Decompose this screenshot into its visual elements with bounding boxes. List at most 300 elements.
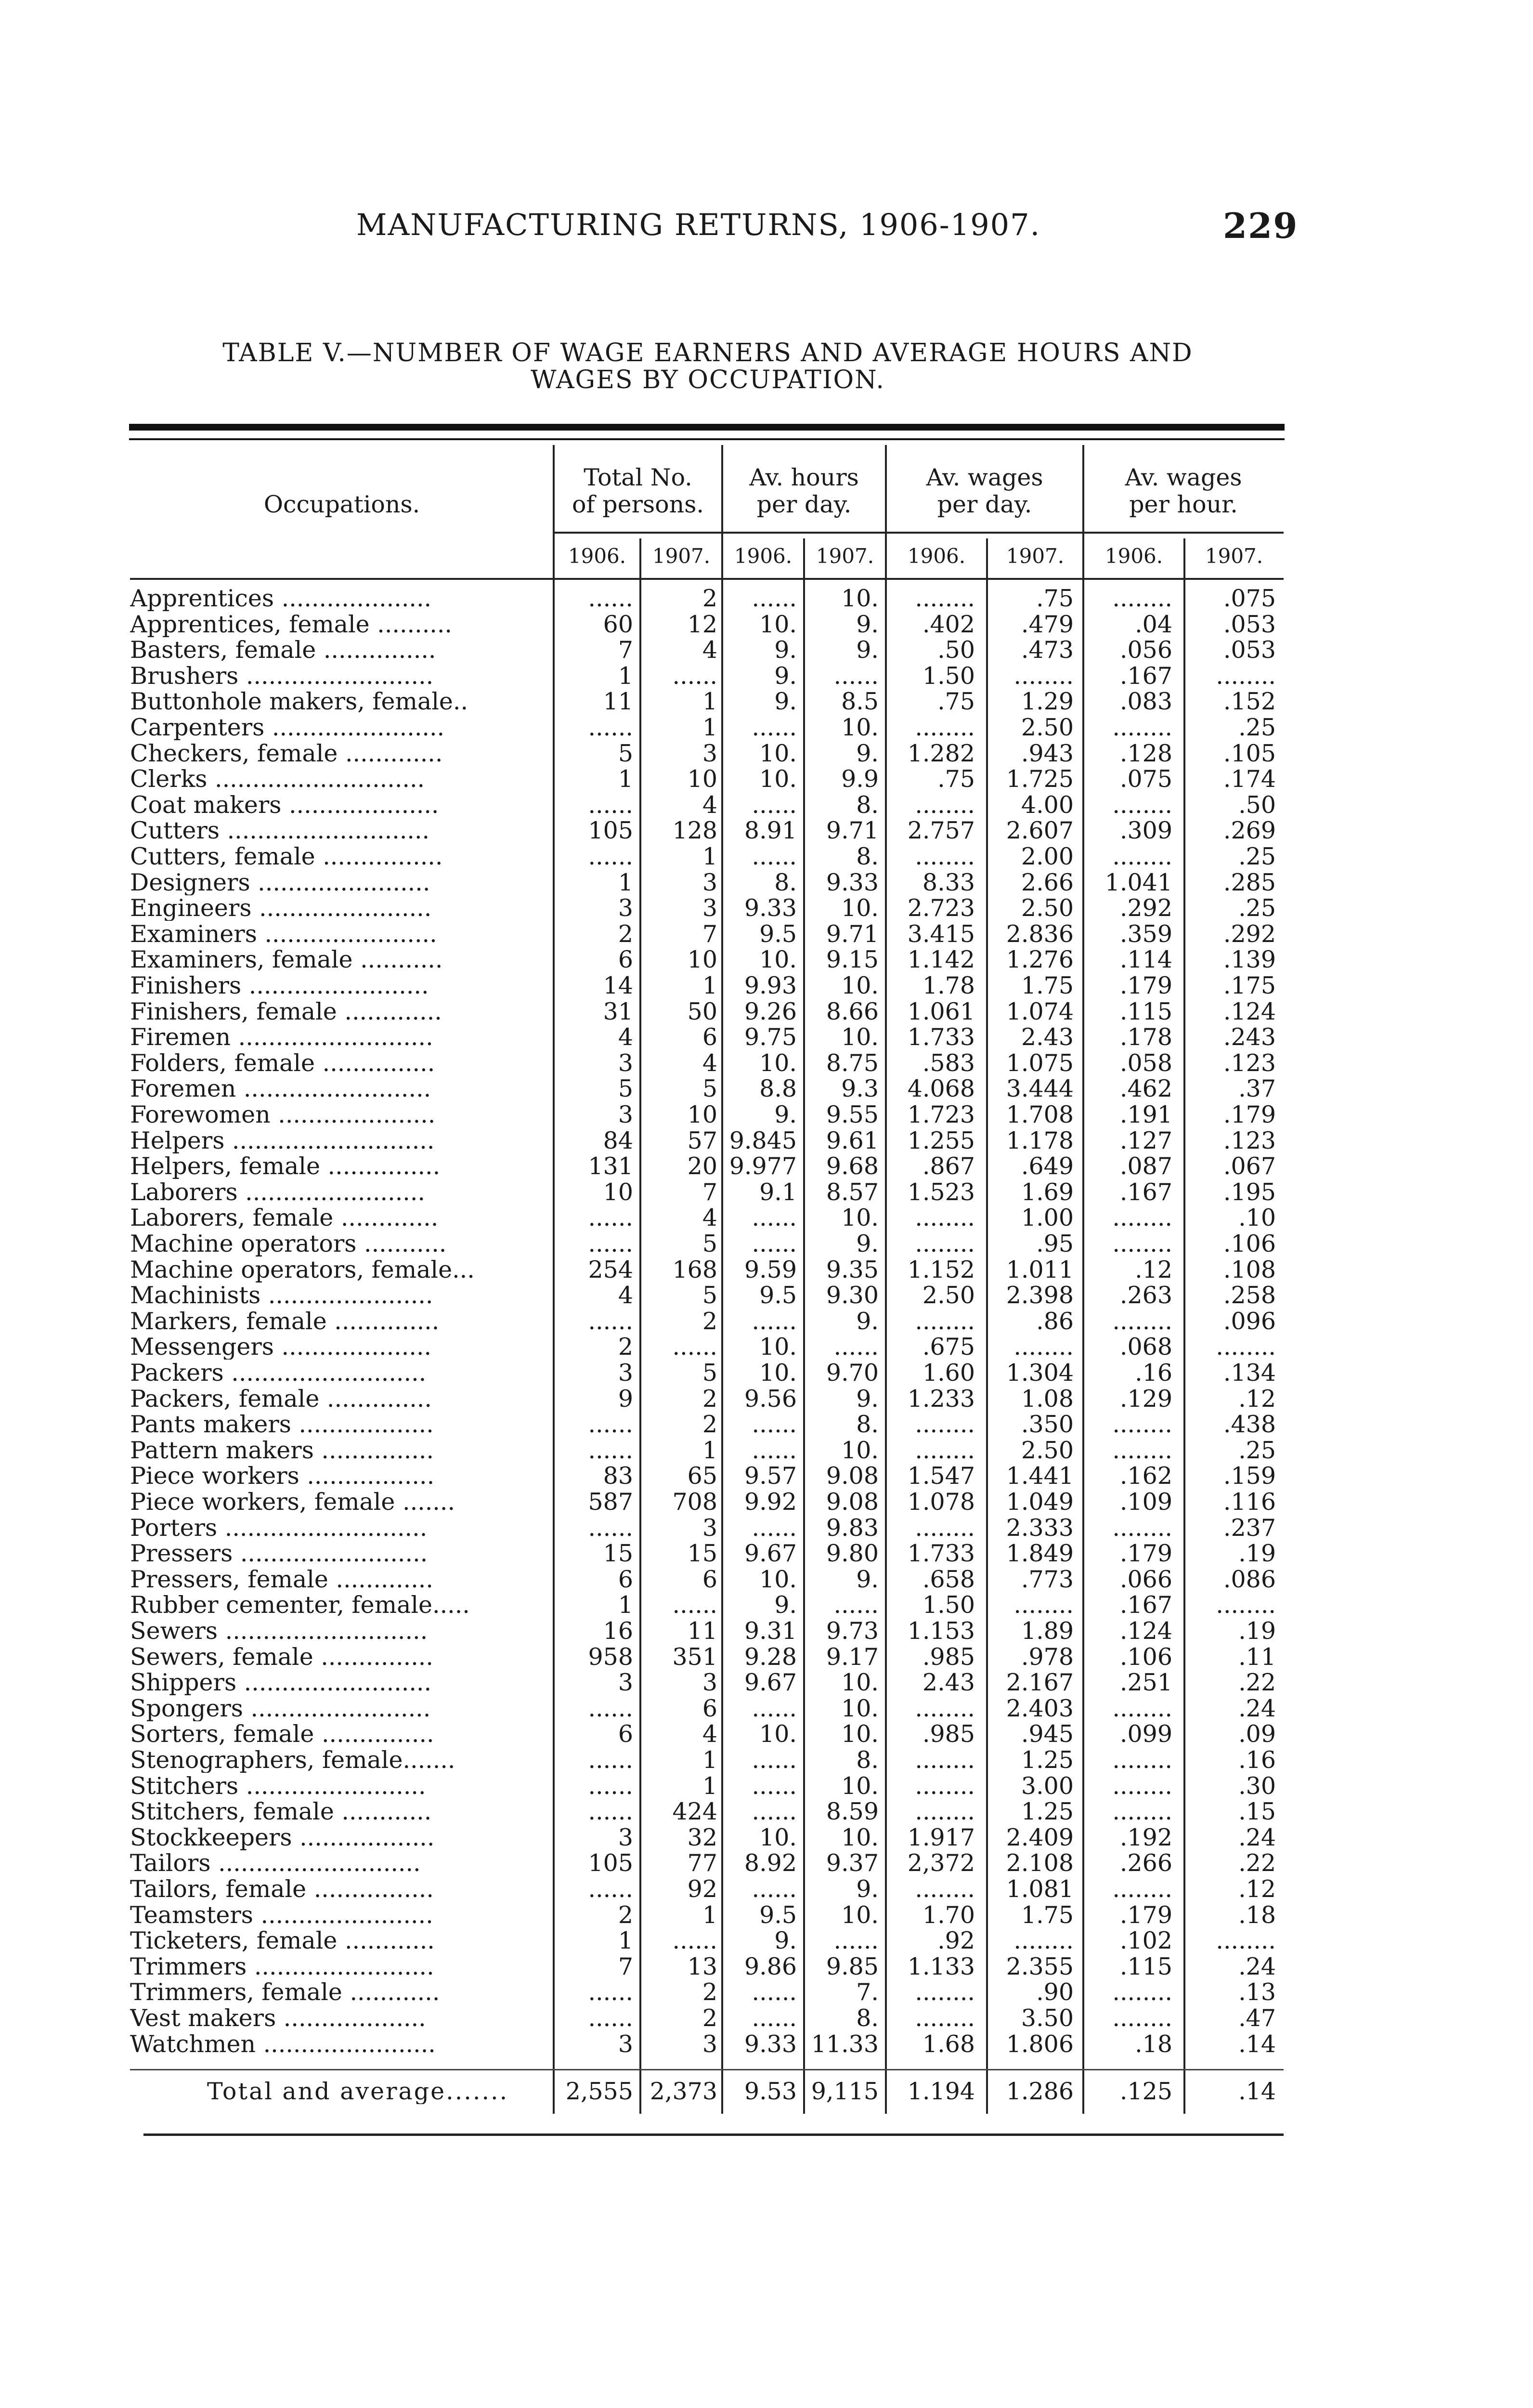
cell-w06: 1.60 xyxy=(922,1359,975,1387)
table-row xyxy=(130,1773,1284,1799)
cell-h07: ...... xyxy=(833,1591,879,1619)
cell-p07: 3 xyxy=(702,739,717,767)
total-label: Total and average....... xyxy=(207,2079,509,2104)
cell-h06: 10. xyxy=(759,610,797,638)
table-row xyxy=(130,741,1284,766)
cell-h07: 10. xyxy=(841,894,879,922)
cell-w07: 1.725 xyxy=(1006,765,1074,793)
cell-w06: 2.50 xyxy=(922,1282,975,1309)
cell-h06: 9.57 xyxy=(744,1462,797,1490)
top-rule-thin xyxy=(129,438,1285,440)
cell-w07: 1.304 xyxy=(1006,1359,1074,1387)
table-row xyxy=(130,1412,1284,1437)
cell-p06: ...... xyxy=(588,1436,633,1464)
occupation-cell: Folders, female ............... xyxy=(130,1050,435,1076)
cell-r06: .359 xyxy=(1119,920,1172,948)
table-row xyxy=(130,637,1284,663)
occupation-cell: Stenographers, female....... xyxy=(130,1747,455,1773)
cell-w07: 1.75 xyxy=(1021,972,1074,999)
header-wages-hour-line1: Av. wages xyxy=(1125,464,1242,491)
occupation-cell: Trimmers, female ............ xyxy=(130,1979,440,2005)
running-title: MANUFACTURING RETURNS, 1906-1907. xyxy=(356,207,1041,242)
cell-w07: 1.25 xyxy=(1021,1798,1074,1826)
year-hours-1906: 1906. xyxy=(734,544,792,568)
table-row xyxy=(130,766,1284,792)
cell-r07: .19 xyxy=(1238,1540,1276,1568)
cell-r06: .309 xyxy=(1119,817,1172,845)
cell-p06: 2 xyxy=(618,1333,633,1361)
header-total-persons-line1: Total No. xyxy=(584,464,692,491)
cell-p07: 4 xyxy=(702,636,717,664)
cell-r07: .195 xyxy=(1223,1178,1276,1206)
cell-p07: 6 xyxy=(702,1694,717,1722)
cell-h07: 9. xyxy=(856,1385,879,1413)
cell-p07: 3 xyxy=(702,894,717,922)
cell-r06: .106 xyxy=(1119,1643,1172,1671)
cell-h07: 9.73 xyxy=(826,1617,879,1645)
cell-r06: .127 xyxy=(1119,1126,1172,1154)
cell-h07: 8. xyxy=(856,843,879,870)
cell-r07: .24 xyxy=(1238,1823,1276,1851)
cell-p06: 3 xyxy=(618,1823,633,1851)
cell-h07: 8.75 xyxy=(826,1049,879,1077)
table-row xyxy=(130,1850,1284,1876)
cell-p06: 16 xyxy=(603,1617,633,1645)
cell-w07: 2.398 xyxy=(1006,1282,1074,1309)
cell-w06: ........ xyxy=(915,1307,975,1335)
cell-w07: 1.806 xyxy=(1006,2030,1074,2058)
year-wages-day-1906: 1906. xyxy=(907,544,966,568)
cell-w06: 1.733 xyxy=(907,1023,975,1051)
cell-p07: ...... xyxy=(672,1591,717,1619)
cell-w07: ........ xyxy=(1013,1927,1074,1955)
table-row xyxy=(130,1205,1284,1230)
cell-p07: 32 xyxy=(687,1823,717,1851)
cell-h06: 9. xyxy=(774,636,797,664)
cell-h06: 9. xyxy=(774,1927,797,1955)
cell-w07: 1.00 xyxy=(1021,1204,1074,1232)
cell-r07: .292 xyxy=(1223,920,1276,948)
cell-w06: .985 xyxy=(922,1720,975,1748)
header-wages-day-line2: per day. xyxy=(937,491,1032,518)
table-row xyxy=(130,1721,1284,1747)
cell-h06: ...... xyxy=(752,1411,797,1439)
cell-r06: .128 xyxy=(1119,739,1172,767)
cell-h07: 8.66 xyxy=(826,997,879,1025)
top-rule-thick xyxy=(129,424,1285,431)
cell-w07: 2.607 xyxy=(1006,817,1074,845)
cell-r07: .105 xyxy=(1223,739,1276,767)
cell-w07: 2.50 xyxy=(1021,714,1074,741)
cell-p07: 3 xyxy=(702,1669,717,1697)
cell-w07: 1.178 xyxy=(1006,1126,1074,1154)
cell-p06: ...... xyxy=(588,1694,633,1722)
cell-r06: ........ xyxy=(1112,1204,1172,1232)
cell-w07: 4.00 xyxy=(1021,791,1074,819)
occupation-cell: Pattern makers ............... xyxy=(130,1437,434,1463)
cell-w06: 1.255 xyxy=(907,1126,975,1154)
cell-r07: .10 xyxy=(1238,1204,1276,1232)
cell-h06: ...... xyxy=(752,1746,797,1774)
cell-p06: 5 xyxy=(618,1075,633,1103)
cell-p07: 708 xyxy=(672,1488,717,1516)
occupation-cell: Carpenters ....................... xyxy=(130,715,445,740)
cell-h07: 9.80 xyxy=(826,1540,879,1568)
occupation-cell: Piece workers ................. xyxy=(130,1463,435,1489)
occupation-cell: Clerks ............................ xyxy=(130,766,425,792)
cell-r06: ........ xyxy=(1112,791,1172,819)
cell-w07: 3.00 xyxy=(1021,1772,1074,1800)
cell-w06: ........ xyxy=(915,1746,975,1774)
cell-w06: 2,372 xyxy=(907,1849,975,1877)
cell-h06: 8.8 xyxy=(759,1075,797,1103)
cell-r07: .438 xyxy=(1223,1411,1276,1439)
cell-p07: 1 xyxy=(702,1746,717,1774)
cell-p07: 5 xyxy=(702,1230,717,1257)
table-row xyxy=(130,1747,1284,1773)
occupation-cell: Watchmen ....................... xyxy=(130,2031,436,2057)
cell-p07: 4 xyxy=(702,1204,717,1232)
cell-r06: .192 xyxy=(1119,1823,1172,1851)
cell-p06: ...... xyxy=(588,585,633,612)
cell-w06: ........ xyxy=(915,1411,975,1439)
cell-h07: 10. xyxy=(841,1823,879,1851)
cell-p07: 10 xyxy=(687,1101,717,1128)
occupation-cell: Brushers ......................... xyxy=(130,663,434,689)
cell-r06: .167 xyxy=(1119,1591,1172,1619)
occupation-cell: Markers, female .............. xyxy=(130,1308,440,1334)
cell-r07: .25 xyxy=(1238,843,1276,870)
cell-w07: 1.075 xyxy=(1006,1049,1074,1077)
occupation-cell: Apprentices, female .......... xyxy=(130,611,453,637)
cell-r06: .462 xyxy=(1119,1075,1172,1103)
cell-w07: ........ xyxy=(1013,1333,1074,1361)
cell-p06: ...... xyxy=(588,1514,633,1542)
cell-h07: 9.85 xyxy=(826,1952,879,1980)
table-row xyxy=(130,1825,1284,1850)
cell-h07: 10. xyxy=(841,972,879,999)
cell-h07: 9. xyxy=(856,636,879,664)
cell-p06: ...... xyxy=(588,1307,633,1335)
occupation-cell: Tailors, female ................ xyxy=(130,1876,434,1902)
cell-p07: 5 xyxy=(702,1075,717,1103)
cell-h06: 9.33 xyxy=(744,2030,797,2058)
cell-w06: 1.142 xyxy=(907,946,975,974)
cell-w07: 2.409 xyxy=(1006,1823,1074,1851)
cell-p07: 11 xyxy=(687,1617,717,1645)
table-row xyxy=(130,1360,1284,1386)
occupation-cell: Forewomen ..................... xyxy=(130,1102,436,1127)
cell-h07: 9.17 xyxy=(826,1643,879,1671)
cell-r07: .269 xyxy=(1223,817,1276,845)
cell-h06: ...... xyxy=(752,2004,797,2032)
cell-w07: .473 xyxy=(1021,636,1074,664)
table-row xyxy=(130,895,1284,921)
occupation-cell: Examiners, female ........... xyxy=(130,947,443,973)
cell-p07: 1 xyxy=(702,1436,717,1464)
cell-r06: ........ xyxy=(1112,585,1172,612)
occupation-cell: Laborers ........................ xyxy=(130,1179,426,1205)
cell-p06: ...... xyxy=(588,1798,633,1826)
cell-w07: ........ xyxy=(1013,662,1074,690)
cell-h07: 9.3 xyxy=(841,1075,879,1103)
cell-r06: .083 xyxy=(1119,688,1172,716)
cell-p07: 6 xyxy=(702,1023,717,1051)
table-row xyxy=(130,1257,1284,1283)
occupation-cell: Stitchers, female ............ xyxy=(130,1799,432,1825)
cell-w06: ........ xyxy=(915,843,975,870)
cell-w07: 2.50 xyxy=(1021,1436,1074,1464)
cell-h07: 9.83 xyxy=(826,1514,879,1542)
cell-h07: 9.9 xyxy=(841,765,879,793)
cell-w06: ........ xyxy=(915,714,975,741)
cell-w06: 1.133 xyxy=(907,1952,975,1980)
cell-r06: .109 xyxy=(1119,1488,1172,1516)
cell-h07: 9.33 xyxy=(826,868,879,896)
cell-h07: 9.30 xyxy=(826,1282,879,1309)
cell-r07: .243 xyxy=(1223,1023,1276,1051)
occupation-cell: Sorters, female ............... xyxy=(130,1721,434,1747)
cell-w06: .75 xyxy=(937,688,975,716)
cell-p06: ...... xyxy=(588,714,633,741)
header-occupations: Occupations. xyxy=(263,491,420,518)
cell-r07: .134 xyxy=(1223,1359,1276,1387)
cell-w06: 1.282 xyxy=(907,739,975,767)
table-row xyxy=(130,1592,1284,1618)
year-wages-hour-1907: 1907. xyxy=(1205,544,1263,568)
cell-r07: .258 xyxy=(1223,1282,1276,1309)
cell-h07: 10. xyxy=(841,714,879,741)
cell-r07: ........ xyxy=(1216,662,1276,690)
occupation-cell: Teamsters ....................... xyxy=(130,1902,433,1928)
cell-r07: .139 xyxy=(1223,946,1276,974)
cell-w06: .985 xyxy=(922,1643,975,1671)
cell-w07: 1.441 xyxy=(1006,1462,1074,1490)
cell-p06: 9 xyxy=(618,1385,633,1413)
occupation-cell: Engineers ....................... xyxy=(130,895,432,921)
cell-p07: 20 xyxy=(687,1152,717,1180)
table-row xyxy=(130,689,1284,714)
cell-w07: 2.836 xyxy=(1006,920,1074,948)
cell-h06: 9.845 xyxy=(729,1126,797,1154)
cell-h07: 9.70 xyxy=(826,1359,879,1387)
occupation-cell: Sewers ........................... xyxy=(130,1618,428,1644)
cell-h06: 9.5 xyxy=(759,1282,797,1309)
cell-h07: 10. xyxy=(841,1204,879,1232)
cell-p07: 424 xyxy=(672,1798,717,1826)
cell-h07: 9.61 xyxy=(826,1126,879,1154)
header-wages-hour-line2: per hour. xyxy=(1129,491,1238,518)
cell-w07: 1.75 xyxy=(1021,1901,1074,1929)
cell-p06: 2 xyxy=(618,920,633,948)
cell-w06: 1.50 xyxy=(922,662,975,690)
page-number: 229 xyxy=(1223,205,1299,246)
cell-w07: 2.43 xyxy=(1021,1023,1074,1051)
cell-w07: .86 xyxy=(1036,1307,1074,1335)
cell-w06: ........ xyxy=(915,1436,975,1464)
cell-p07: 3 xyxy=(702,868,717,896)
cell-w07: .943 xyxy=(1021,739,1074,767)
cell-r07: .16 xyxy=(1238,1746,1276,1774)
cell-h06: 10. xyxy=(759,1049,797,1077)
cell-w07: .978 xyxy=(1021,1643,1074,1671)
cell-r06: .167 xyxy=(1119,1178,1172,1206)
cell-r07: .22 xyxy=(1238,1849,1276,1877)
cell-w06: ........ xyxy=(915,1875,975,1903)
cell-r07: ........ xyxy=(1216,1591,1276,1619)
cell-r07: .37 xyxy=(1238,1075,1276,1103)
total-r06: .125 xyxy=(1119,2078,1172,2105)
table-row xyxy=(130,1309,1284,1334)
cell-r07: .086 xyxy=(1223,1565,1276,1593)
cell-p06: 3 xyxy=(618,894,633,922)
table-row xyxy=(130,973,1284,998)
cell-r07: .22 xyxy=(1238,1669,1276,1697)
cell-p06: 2 xyxy=(618,1901,633,1929)
cell-w06: 1.523 xyxy=(907,1178,975,1206)
occupation-cell: Sewers, female ............... xyxy=(130,1644,433,1670)
cell-p07: 2 xyxy=(702,1411,717,1439)
cell-p06: 31 xyxy=(603,997,633,1025)
cell-r07: .106 xyxy=(1223,1230,1276,1257)
cell-w06: 8.33 xyxy=(922,868,975,896)
occupation-cell: Finishers, female ............. xyxy=(130,998,442,1024)
cell-w06: .675 xyxy=(922,1333,975,1361)
cell-p06: 958 xyxy=(588,1643,633,1671)
cell-p06: 1 xyxy=(618,1927,633,1955)
cell-w06: 1.917 xyxy=(907,1823,975,1851)
total-h07: 9,115 xyxy=(811,2078,879,2105)
occupation-cell: Cutters ........................... xyxy=(130,818,430,844)
cell-r06: .04 xyxy=(1135,610,1172,638)
cell-p07: 10 xyxy=(687,765,717,793)
cell-r07: .18 xyxy=(1238,1901,1276,1929)
cell-r06: .115 xyxy=(1119,1952,1172,1980)
cell-h06: 9.92 xyxy=(744,1488,797,1516)
cell-w07: .479 xyxy=(1021,610,1074,638)
cell-r07: .096 xyxy=(1223,1307,1276,1335)
cell-h06: ...... xyxy=(752,791,797,819)
cell-h07: 10. xyxy=(841,1023,879,1051)
cell-h06: 10. xyxy=(759,1720,797,1748)
table-row xyxy=(130,1489,1284,1515)
cell-r07: .13 xyxy=(1238,1978,1276,2006)
cell-h07: 10. xyxy=(841,1720,879,1748)
occupation-cell: Coat makers .................... xyxy=(130,792,439,818)
occupation-cell: Stitchers ........................ xyxy=(130,1773,426,1799)
cell-h06: ...... xyxy=(752,1230,797,1257)
header-wages-day xyxy=(886,464,1083,518)
table-row xyxy=(130,1644,1284,1670)
cell-h06: 9.75 xyxy=(744,1023,797,1051)
table-row xyxy=(130,2005,1284,2031)
cell-p06: 84 xyxy=(603,1126,633,1154)
cell-r06: .129 xyxy=(1119,1385,1172,1413)
cell-r06: ........ xyxy=(1112,1978,1172,2006)
cell-p07: 1 xyxy=(702,1772,717,1800)
running-head xyxy=(0,207,1533,250)
cell-r07: .067 xyxy=(1223,1152,1276,1180)
occupation-cell: Examiners ....................... xyxy=(130,921,437,947)
cell-p06: ...... xyxy=(588,1204,633,1232)
cell-p07: 351 xyxy=(672,1643,717,1671)
cell-p06: 131 xyxy=(588,1152,633,1180)
cell-h07: 9. xyxy=(856,739,879,767)
occupation-cell: Helpers, female ............... xyxy=(130,1153,441,1179)
cell-w07: 1.074 xyxy=(1006,997,1074,1025)
cell-r06: .162 xyxy=(1119,1462,1172,1490)
occupation-cell: Tailors ........................... xyxy=(130,1850,421,1876)
occupation-cell: Packers, female .............. xyxy=(130,1386,432,1412)
cell-h06: ...... xyxy=(752,1694,797,1722)
cell-p07: 77 xyxy=(687,1849,717,1877)
cell-p06: 6 xyxy=(618,1720,633,1748)
cell-w06: 1.153 xyxy=(907,1617,975,1645)
cell-h07: 9.08 xyxy=(826,1488,879,1516)
occupation-cell: Machinists ...................... xyxy=(130,1283,433,1309)
occupation-cell: Firemen .......................... xyxy=(130,1024,433,1050)
occupation-cell: Pants makers .................. xyxy=(130,1412,434,1438)
total-r07: .14 xyxy=(1238,2078,1276,2105)
cell-h07: 8. xyxy=(856,791,879,819)
cell-p07: 4 xyxy=(702,1720,717,1748)
cell-w06: 1.733 xyxy=(907,1540,975,1568)
cell-r06: ........ xyxy=(1112,1798,1172,1826)
cell-r07: .053 xyxy=(1223,636,1276,664)
cell-p07: 65 xyxy=(687,1462,717,1490)
cell-h07: 8.59 xyxy=(826,1798,879,1826)
cell-h06: 9.28 xyxy=(744,1643,797,1671)
cell-h07: 9.71 xyxy=(826,817,879,845)
table-row xyxy=(130,1799,1284,1824)
cell-h07: 9.35 xyxy=(826,1256,879,1283)
cell-p07: 2 xyxy=(702,1978,717,2006)
cell-h07: 9. xyxy=(856,1230,879,1257)
cell-w06: 3.415 xyxy=(907,920,975,948)
occupation-cell: Apprentices .................... xyxy=(130,586,432,611)
cell-p06: 6 xyxy=(618,1565,633,1593)
occupation-cell: Messengers .................... xyxy=(130,1334,432,1360)
cell-w07: .90 xyxy=(1036,1978,1074,2006)
cell-w06: ........ xyxy=(915,585,975,612)
cell-r07: .11 xyxy=(1238,1643,1276,1671)
cell-r07: .47 xyxy=(1238,2004,1276,2032)
table-row xyxy=(130,1902,1284,1928)
cell-r07: .108 xyxy=(1223,1256,1276,1283)
cell-w06: ........ xyxy=(915,1798,975,1826)
occupation-cell: Basters, female ............... xyxy=(130,637,436,663)
cell-w06: 1.152 xyxy=(907,1256,975,1283)
occupation-cell: Cutters, female ................ xyxy=(130,844,443,869)
cell-h07: 8. xyxy=(856,1411,879,1439)
cell-w06: ........ xyxy=(915,791,975,819)
cell-w06: .658 xyxy=(922,1565,975,1593)
cell-r07: .14 xyxy=(1238,2030,1276,2058)
cell-h07: 8.57 xyxy=(826,1178,879,1206)
cell-p07: 1 xyxy=(702,843,717,870)
cell-r06: ........ xyxy=(1112,843,1172,870)
cell-p07: ...... xyxy=(672,662,717,690)
cell-p06: 3 xyxy=(618,1669,633,1697)
cell-r07: .19 xyxy=(1238,1617,1276,1645)
cell-w07: 1.89 xyxy=(1021,1617,1074,1645)
cell-w07: .350 xyxy=(1021,1411,1074,1439)
cell-h06: 9.93 xyxy=(744,972,797,999)
occupation-cell: Designers ....................... xyxy=(130,869,430,895)
table-row xyxy=(130,1179,1284,1205)
occupation-cell: Shippers ......................... xyxy=(130,1670,432,1696)
header-hours-line2: per day. xyxy=(756,491,852,518)
